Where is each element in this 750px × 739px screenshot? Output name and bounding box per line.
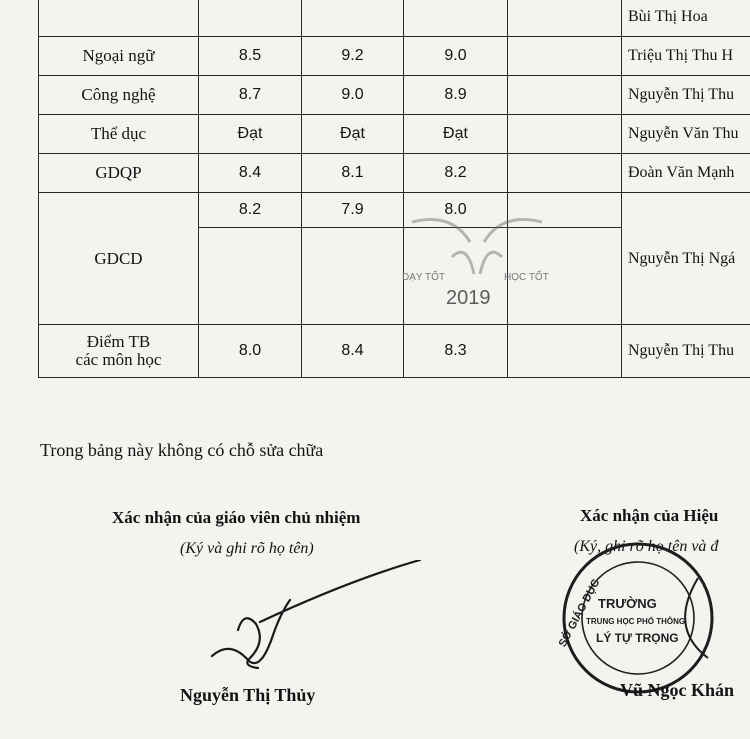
score-cell: Đạt — [302, 115, 404, 154]
blank-cell — [508, 76, 622, 115]
subject-cell: Công nghệ — [39, 76, 199, 115]
average-label-line2: các môn học — [75, 350, 162, 369]
score-cell: 9.0 — [404, 37, 508, 76]
score-cell: 8.1 — [302, 154, 404, 193]
score-cell: 8.2 — [199, 193, 302, 228]
table-row — [39, 325, 750, 378]
teacher-cell: Đoàn Văn Mạnh — [622, 154, 750, 193]
teacher-cell: Bùi Thị Hoa — [622, 0, 750, 37]
subject-cell: Thể dục — [39, 115, 199, 154]
blank-cell — [508, 115, 622, 154]
score-cell: 9.0 — [302, 76, 404, 115]
score-cell: 9.2 — [302, 37, 404, 76]
subject-cell: GDCD — [39, 193, 199, 325]
score-cell: 8.5 — [199, 37, 302, 76]
score-cell: Đạt — [199, 115, 302, 154]
teacher-cell: Nguyễn Thị Ngá — [622, 193, 750, 325]
average-label-cell — [39, 325, 199, 378]
table-row — [39, 76, 750, 115]
emblem-right-text: HỌC TỐT — [504, 272, 549, 283]
subject-cell: Ngoại ngữ — [39, 37, 199, 76]
seal-line3: LÝ TỰ TRỌNG — [596, 631, 679, 645]
table-row — [39, 154, 750, 193]
score-cell: 8.2 — [404, 154, 508, 193]
teacher-cell: Nguyễn Thị Thu — [622, 76, 750, 115]
score-cell: 7.9 — [302, 193, 404, 228]
emblem-left-text: DẠY TỐT — [402, 272, 445, 283]
average-label-line1: Điểm TB — [86, 332, 151, 351]
blank-cell — [508, 193, 622, 228]
homeroom-sign-instruction: (Ký và ghi rõ họ tên) — [180, 540, 314, 557]
handwritten-signature — [200, 560, 440, 680]
emblem-year: 2019 — [446, 287, 491, 309]
score-cell: 8.4 — [199, 154, 302, 193]
blank-cell — [508, 37, 622, 76]
table-row — [39, 115, 750, 154]
table-row — [39, 37, 750, 76]
principal-sign-instruction: (Ký, ghi rõ họ tên và đ — [574, 538, 719, 555]
score-cell: 8.4 — [302, 325, 404, 378]
subject-cell: GDQP — [39, 154, 199, 193]
score-cell — [302, 0, 404, 37]
homeroom-confirmation-title: Xác nhận của giáo viên chủ nhiệm — [112, 508, 361, 527]
score-cell: 8.9 — [404, 76, 508, 115]
seal-ring-text: SỞ GIÁO DỤC — [556, 577, 603, 650]
blank-cell — [508, 228, 622, 325]
teacher-cell: Triệu Thị Thu H — [622, 37, 750, 76]
grades-table — [38, 0, 750, 378]
blank-cell — [404, 228, 508, 325]
score-cell: 8.0 — [199, 325, 302, 378]
score-cell: 8.3 — [404, 325, 508, 378]
seal-line1: TRƯỜNG — [598, 596, 657, 611]
score-cell: Đạt — [404, 115, 508, 154]
school-seal — [548, 538, 728, 698]
blank-cell — [508, 154, 622, 193]
teacher-cell: Nguyễn Văn Thu — [622, 115, 750, 154]
principal-name: Vũ Ngọc Khán — [620, 680, 735, 700]
teacher-cell: Nguyễn Thị Thu — [622, 325, 750, 378]
principal-confirmation-title: Xác nhận của Hiệu — [580, 506, 719, 525]
blank-cell — [508, 0, 622, 37]
blank-cell — [199, 228, 302, 325]
homeroom-teacher-name: Nguyễn Thị Thủy — [180, 685, 316, 705]
table-row — [39, 193, 750, 228]
no-correction-note: Trong bảng này không có chỗ sửa chữa — [40, 440, 324, 460]
score-cell — [199, 0, 302, 37]
score-cell: 8.0 — [404, 193, 508, 228]
table-row — [39, 0, 750, 37]
seal-line2: TRUNG HỌC PHỔ THÔNG — [586, 617, 686, 626]
score-cell — [404, 0, 508, 37]
subject-cell — [39, 0, 199, 37]
score-cell: 8.7 — [199, 76, 302, 115]
blank-cell — [508, 325, 622, 378]
blank-cell — [302, 228, 404, 325]
